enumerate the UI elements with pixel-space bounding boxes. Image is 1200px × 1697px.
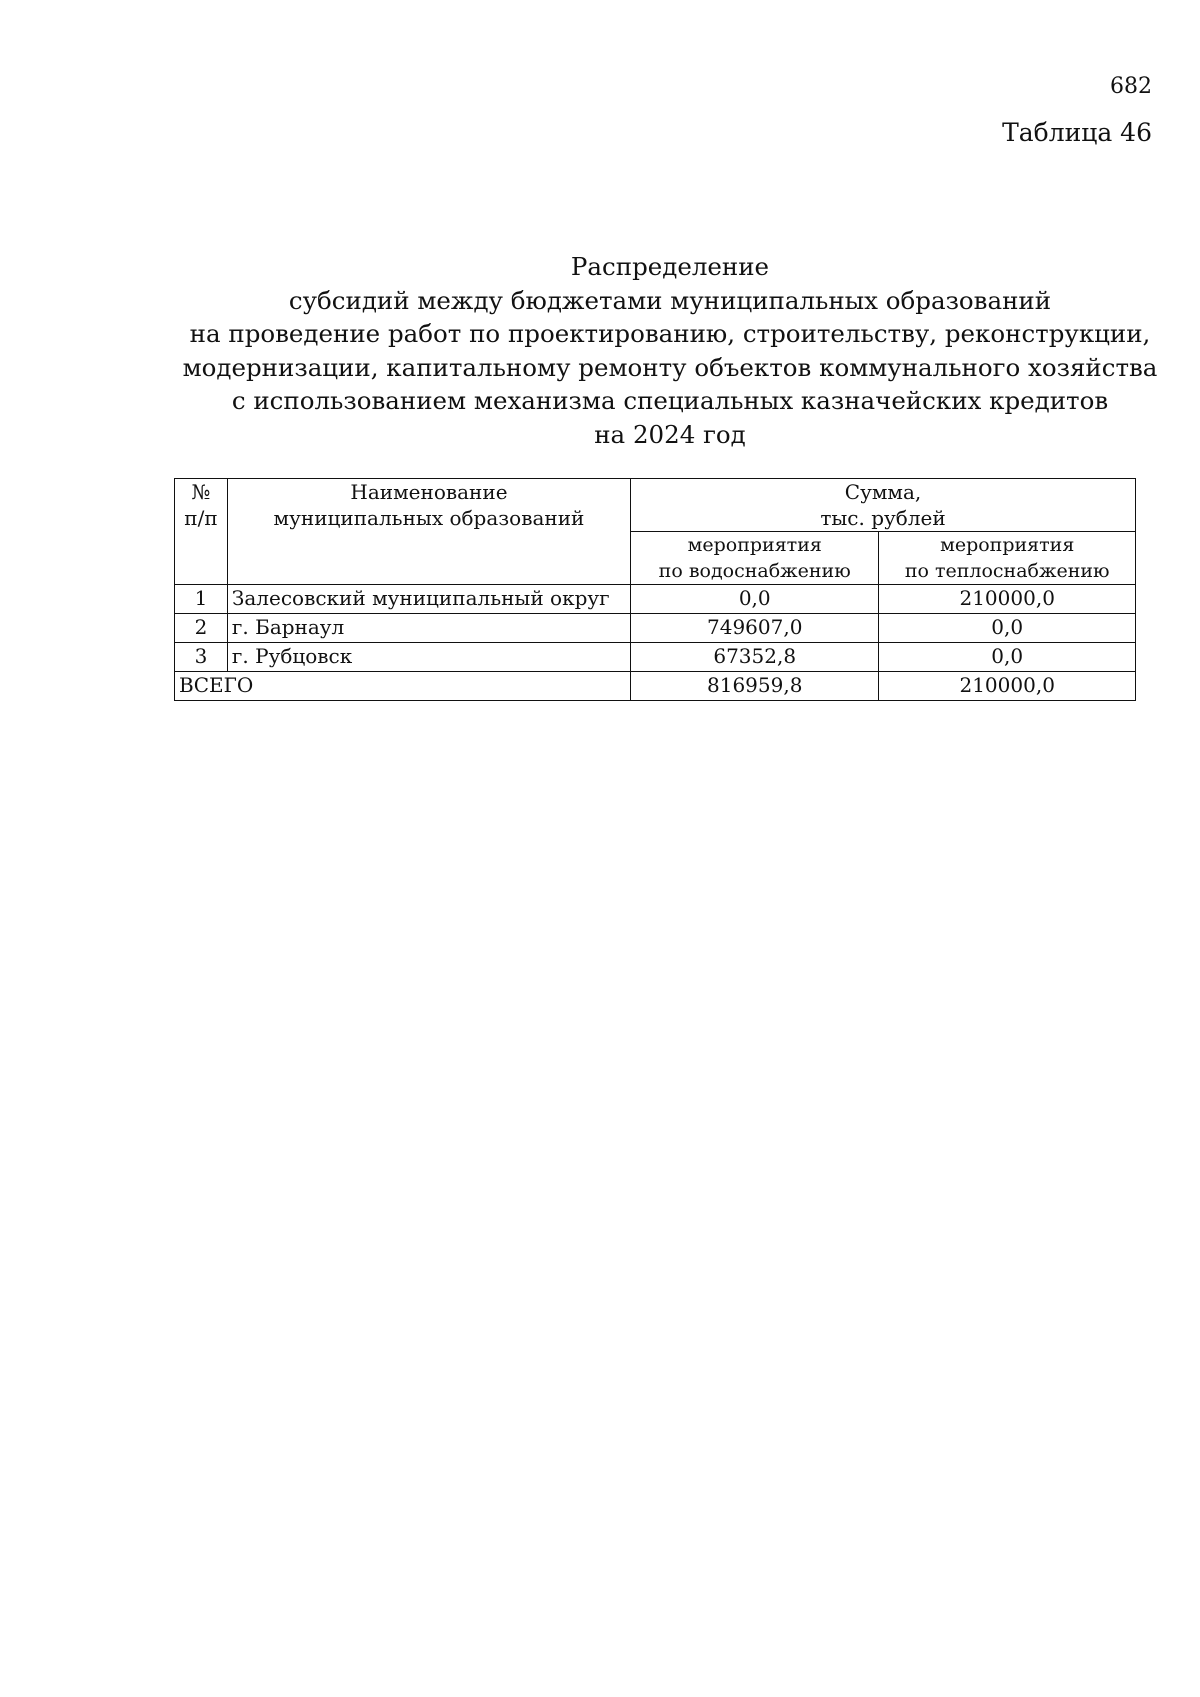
header-sum <box>631 479 1136 532</box>
municipality-name: Залесовский муниципальный округ <box>227 585 630 614</box>
table-row <box>175 585 1136 614</box>
header-water-line1: мероприятия <box>687 534 822 556</box>
heat-amount: 210000,0 <box>879 585 1136 614</box>
header-name-line1: Наименование <box>350 480 508 504</box>
title-line: с использованием механизма специальных казначейских кредитов <box>231 386 1109 415</box>
header-sum-line2: тыс. рублей <box>820 506 946 530</box>
header-name-line2: муниципальных образований <box>273 506 585 530</box>
header-water <box>631 532 879 585</box>
title-line: Распределение <box>570 252 770 281</box>
table-row <box>175 643 1136 672</box>
municipality-name: г. Рубцовск <box>227 643 630 672</box>
header-num <box>175 479 228 585</box>
row-number: 3 <box>175 643 228 672</box>
heat-amount: 0,0 <box>879 614 1136 643</box>
table-number-label: Таблица 46 <box>1002 118 1152 147</box>
title-line: на проведение работ по проектированию, строительству, реконструкции, <box>189 319 1151 348</box>
table-row <box>175 614 1136 643</box>
title-line: модернизации, капитальному ремонту объектов коммунального хозяйства <box>182 352 1158 382</box>
table-total-row <box>175 672 1136 701</box>
header-num-line1: № <box>191 480 211 504</box>
table-header-row <box>175 479 1136 532</box>
row-number: 1 <box>175 585 228 614</box>
header-num-line2: п/п <box>184 506 218 530</box>
header-heat-line1: мероприятия <box>940 534 1075 556</box>
water-amount: 0,0 <box>631 585 879 614</box>
row-number: 2 <box>175 614 228 643</box>
subsidy-table <box>174 478 1136 701</box>
total-heat-amount: 210000,0 <box>879 672 1136 701</box>
water-amount: 749607,0 <box>631 614 879 643</box>
header-heat-line2: по теплоснабжению <box>904 560 1110 582</box>
document-title <box>170 250 1170 451</box>
header-sum-line1: Сумма, <box>844 480 922 504</box>
title-line: субсидий между бюджетами муниципальных образований <box>288 285 1052 315</box>
title-line: на 2024 год <box>594 419 746 449</box>
header-heat <box>879 532 1136 585</box>
page-number: 682 <box>1110 74 1152 99</box>
header-water-line2: по водоснабжению <box>658 560 851 582</box>
water-amount: 67352,8 <box>631 643 879 672</box>
municipality-name: г. Барнаул <box>227 614 630 643</box>
total-water-amount: 816959,8 <box>631 672 879 701</box>
heat-amount: 0,0 <box>879 643 1136 672</box>
header-name <box>227 479 630 585</box>
total-label: ВСЕГО <box>175 672 631 701</box>
